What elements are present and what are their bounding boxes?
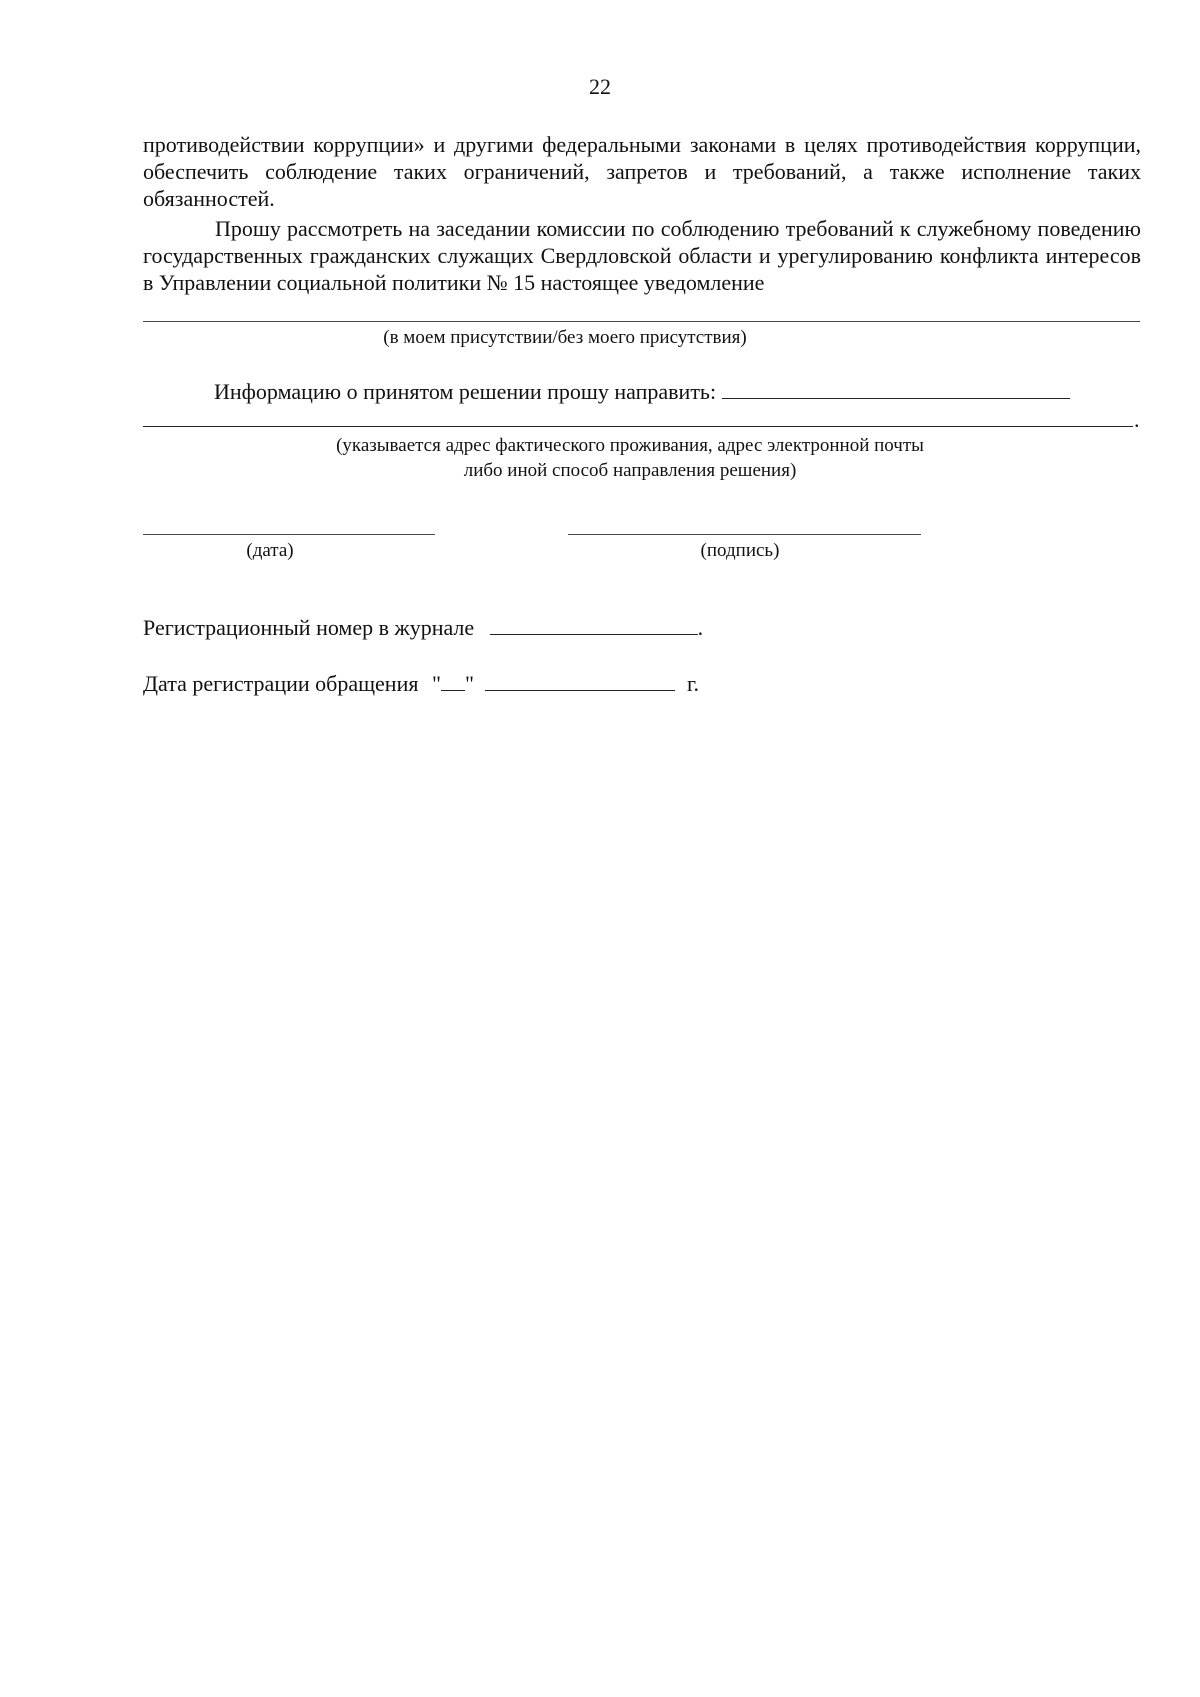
paragraph-corruption-obligations: противодействии коррупции» и другими федеральными законами в целях противодействия коррупции, обеспечить соблюдение таких ограничений, запретов и требований, а также исполнение таких обязанностей. xyxy=(143,132,1141,211)
address-caption-line1: (указывается адрес фактического проживания, адрес электронной почты xyxy=(336,435,924,456)
date-caption: (дата) xyxy=(246,540,294,561)
registration-date-quote-open: " xyxy=(431,671,441,696)
date-blank-line[interactable] xyxy=(143,534,435,535)
address-caption-line2: либо иной способ направления решения) xyxy=(463,460,797,481)
presence-blank-line[interactable] xyxy=(143,321,1140,322)
registration-number-line xyxy=(143,614,703,641)
signature-blank-line[interactable] xyxy=(568,534,921,535)
registration-number-blank[interactable] xyxy=(490,614,698,635)
address-blank-line[interactable] xyxy=(143,426,1133,427)
paragraph-commission-request: Прошу рассмотреть на заседании комиссии по соблюдению требований к служебному поведению государственных гражданских служащих Свердловской области и урегулированию конфликта интересов в Управлении социальной политики № 15 настоящее уведомление xyxy=(143,216,1141,295)
info-delivery-blank[interactable] xyxy=(722,378,1070,399)
info-delivery-label: Информацию о принятом решении прошу направить: xyxy=(214,379,717,404)
signature-caption: (подпись) xyxy=(700,540,780,561)
registration-date-label: Дата регистрации обращения xyxy=(143,671,419,696)
page-number: 22 xyxy=(589,74,611,99)
registration-date-day-blank[interactable] xyxy=(441,670,465,691)
registration-date-quote-close: " xyxy=(464,671,474,696)
registration-date-line xyxy=(143,670,699,697)
info-delivery-line xyxy=(214,378,1070,405)
registration-number-suffix: . xyxy=(697,615,704,640)
registration-number-label: Регистрационный номер в журнале xyxy=(143,615,475,640)
registration-date-year-suffix: г. xyxy=(686,671,699,696)
address-blank-dot: . xyxy=(1134,407,1140,432)
registration-date-month-blank[interactable] xyxy=(485,670,675,691)
presence-caption: (в моем присутствии/без моего присутствия) xyxy=(383,327,747,348)
